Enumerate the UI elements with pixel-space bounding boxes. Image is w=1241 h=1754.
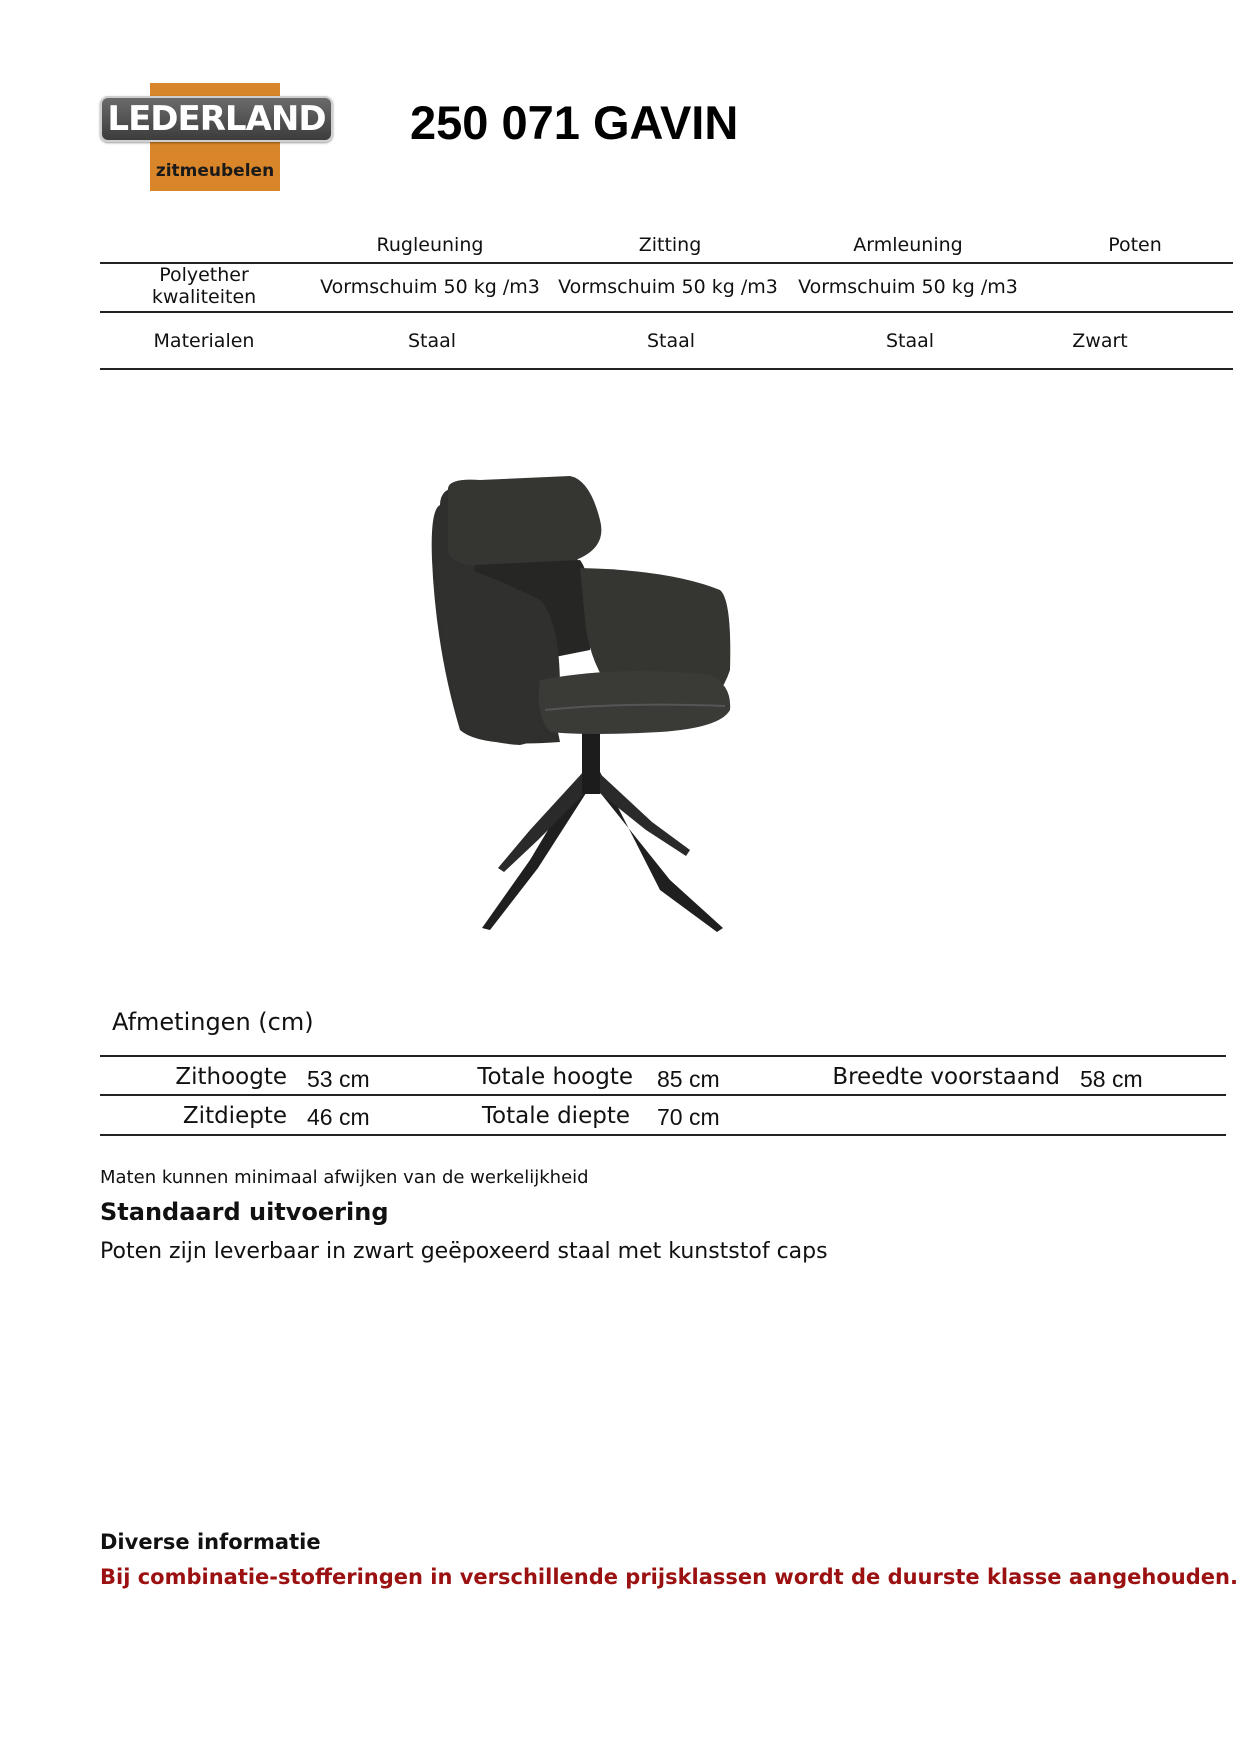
diverse-text: Bij combinatie-stofferingen in verschillende prijsklassen wordt de duurste klasse aangehouden. — [100, 1565, 1238, 1589]
dimensions-divider — [100, 1055, 1226, 1057]
row-label-materialen: Materialen — [153, 330, 255, 352]
material-rugleuning: Staal — [407, 330, 457, 352]
header-armleuning: Armleuning — [853, 234, 963, 256]
dim-label-totale-hoogte: Totale hoogte — [477, 1064, 633, 1090]
header-poten: Poten — [1108, 234, 1162, 256]
polyether-armleuning: Vormschuim 50 kg /m3 — [798, 276, 1018, 298]
polyether-zitting: Vormschuim 50 kg /m3 — [558, 276, 778, 298]
dim-value-breedte-voorstaand: 58 cm — [1080, 1066, 1143, 1092]
logo-wordmark: LEDERLAND — [100, 96, 333, 142]
dimensions-note: Maten kunnen minimaal afwijken van de werkelijkheid — [100, 1167, 589, 1188]
dim-label-totale-diepte: Totale diepte — [481, 1103, 630, 1129]
logo-subtitle: zitmeubelen — [155, 161, 275, 181]
header-rugleuning: Rugleuning — [376, 234, 484, 256]
material-zitting: Staal — [646, 330, 696, 352]
dimensions-divider — [100, 1134, 1226, 1136]
dim-label-zitdiepte: Zitdiepte — [182, 1103, 287, 1129]
dim-value-zitdiepte: 46 cm — [307, 1104, 370, 1130]
row-label-line2: kwaliteiten — [151, 286, 257, 308]
product-title: 250 071 GAVIN — [410, 96, 739, 149]
diverse-heading: Diverse informatie — [100, 1530, 321, 1554]
dim-value-totale-diepte: 70 cm — [657, 1104, 720, 1130]
material-poten: Zwart — [1072, 330, 1128, 352]
standard-text: Poten zijn leverbaar in zwart geëpoxeerd staal met kunststof caps — [100, 1239, 828, 1264]
standard-heading: Standaard uitvoering — [100, 1198, 389, 1226]
dim-label-zithoogte: Zithoogte — [175, 1064, 287, 1090]
dimensions-title: Afmetingen (cm) — [112, 1008, 314, 1036]
dim-label-breedte-voorstaand: Breedte voorstaand — [832, 1064, 1060, 1090]
dimensions-divider — [100, 1094, 1226, 1096]
row-label-line1: Polyether — [159, 264, 249, 286]
material-armleuning: Staal — [885, 330, 935, 352]
dim-value-totale-hoogte: 85 cm — [657, 1066, 720, 1092]
polyether-rugleuning: Vormschuim 50 kg /m3 — [320, 276, 540, 298]
header-zitting: Zitting — [638, 234, 702, 256]
dim-value-zithoogte: 53 cm — [307, 1066, 370, 1092]
